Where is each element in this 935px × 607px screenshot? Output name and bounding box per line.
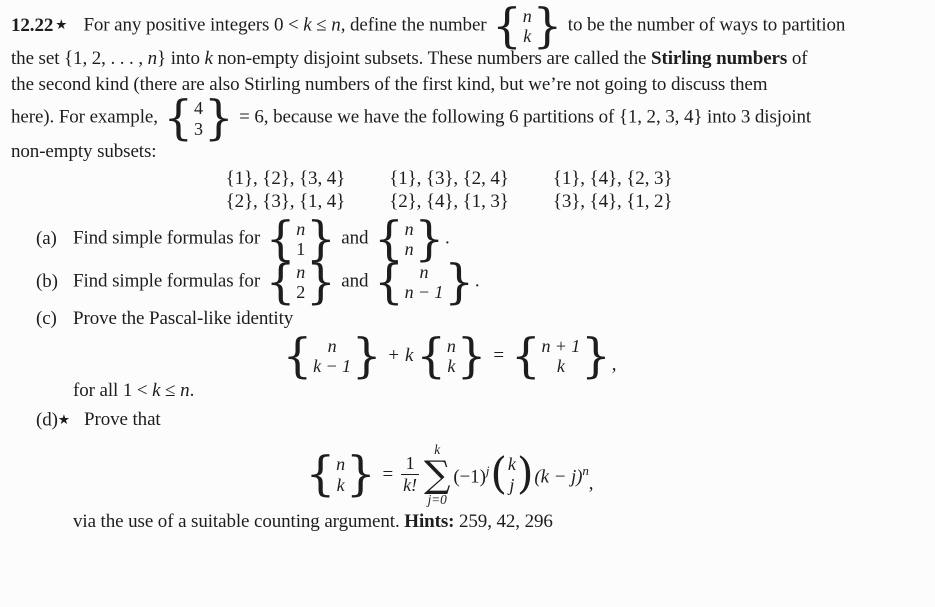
- problem-line-1: [11, 0, 927, 54]
- text-run: non-empty subsets:: [11, 140, 157, 162]
- text-run: Find simple formulas for: [73, 227, 265, 249]
- right-curly-brace: }: [203, 91, 234, 146]
- item-c-label: (c): [36, 307, 57, 329]
- right-curly-brace: }: [306, 255, 336, 310]
- stirling-number-symbol: [265, 211, 336, 266]
- partitions-column-3: [553, 167, 673, 213]
- stirling-bottom: k: [523, 26, 532, 47]
- stirling-bottom: 1: [296, 239, 306, 260]
- text-run: the set {1, 2, . . . ,: [11, 48, 148, 70]
- stirling-stack: [446, 336, 457, 376]
- stirling-stack: [404, 262, 445, 302]
- stirling-number-symbol: [416, 328, 487, 383]
- partitions-list: [11, 167, 887, 213]
- item-b-label: (b): [36, 271, 58, 293]
- text-run: Prove that: [84, 409, 161, 431]
- stirling-stack: [522, 6, 533, 46]
- text-run: Find simple formulas for: [73, 270, 265, 292]
- stirling-number-symbol: [163, 91, 234, 146]
- stirling-bottom: k: [447, 355, 456, 376]
- stirling-top: n: [327, 335, 337, 356]
- stirling-bottom: 3: [194, 118, 203, 139]
- math-var: n: [180, 380, 190, 402]
- hints-label: Hints:: [404, 511, 455, 533]
- problem-line-4: [11, 91, 927, 146]
- stirling-bottom: k: [556, 355, 565, 376]
- text-run: and: [336, 227, 374, 249]
- right-parenthesis: ): [516, 449, 534, 500]
- partitions-column-1: [226, 167, 346, 213]
- bold-term: Stirling numbers: [651, 48, 788, 70]
- text-run: Prove the Pascal-like identity: [73, 307, 294, 329]
- item-c-text: [73, 306, 293, 332]
- stirling-top: 4: [194, 98, 203, 119]
- fraction-one-over-k-factorial: [401, 453, 419, 496]
- right-curly-brace: }: [456, 328, 487, 383]
- stirling-bottom: 2: [296, 282, 306, 303]
- difficulty-star-icon: ★: [57, 412, 71, 428]
- stirling-stack: [295, 262, 306, 302]
- text-run: .: [189, 380, 195, 402]
- right-curly-brace: }: [346, 447, 376, 502]
- text-run: via the use of a suitable counting argument.: [73, 511, 405, 533]
- left-curly-brace: {: [492, 0, 522, 54]
- item-d-label-text: (d): [36, 409, 58, 431]
- text-run: } into: [157, 48, 205, 70]
- stirling-stack: [404, 219, 415, 259]
- stirling-number-symbol: [374, 255, 474, 310]
- difficulty-star-icon: ★: [55, 16, 68, 32]
- sigma-icon: ∑: [423, 452, 451, 496]
- binomial-stack: [507, 454, 517, 494]
- right-curly-brace: }: [444, 255, 474, 310]
- item-a-label: (a): [36, 228, 57, 250]
- right-curly-brace: }: [581, 328, 611, 383]
- stirling-stack: [295, 219, 306, 259]
- stirling-top: n: [404, 218, 414, 239]
- left-parenthesis: (: [490, 449, 507, 500]
- text-run: For any positive integers 0 <: [83, 14, 304, 36]
- stirling-top: n: [296, 262, 306, 283]
- equals-sign: =: [382, 463, 394, 485]
- right-curly-brace: }: [532, 0, 563, 54]
- stirling-number-symbol: [282, 328, 382, 383]
- stirling-bottom: k − 1: [313, 355, 351, 376]
- equation-stirling-formula: [11, 442, 887, 508]
- binomial-top: k: [507, 454, 516, 475]
- partitions-column-2: [389, 167, 509, 213]
- left-curly-brace: {: [305, 447, 336, 502]
- stirling-number-symbol: [374, 211, 445, 266]
- stirling-stack: [312, 336, 352, 376]
- math-var: n: [147, 48, 158, 70]
- text-run: = 6, because we have the following 6 partitions of {1, 2, 3, 4} into 3 disjoint: [234, 106, 812, 128]
- stirling-stack: [193, 98, 204, 138]
- problem-line-5: [11, 139, 927, 165]
- fraction-numerator: 1: [405, 453, 415, 474]
- text-run: for all 1 <: [73, 380, 153, 402]
- item-b: [36, 255, 927, 310]
- item-d-text: [84, 407, 161, 433]
- text-run: (−1): [453, 466, 486, 488]
- problem-line-3: [11, 72, 927, 98]
- text-run: the second kind (there are also Stirling numbers of the first kind, but we’re not going to discuss them: [11, 74, 768, 96]
- stirling-stack: [335, 454, 346, 494]
- math-var: k: [204, 48, 213, 70]
- stirling-number-symbol: [305, 447, 376, 502]
- left-curly-brace: {: [374, 211, 404, 266]
- left-curly-brace: {: [163, 91, 194, 146]
- stirling-top: n: [296, 218, 306, 239]
- superscript-j: j: [485, 463, 490, 479]
- text-run: ≤: [160, 380, 181, 402]
- equation-comma: ,: [611, 353, 617, 375]
- term-k-minus-j-power-n: [534, 458, 588, 490]
- right-curly-brace: }: [306, 211, 336, 266]
- partition-cell: {2}, {4}, {1, 3}: [389, 190, 509, 212]
- partition-cell: {2}, {3}, {1, 4}: [225, 190, 346, 212]
- coefficient-k: k: [405, 344, 414, 366]
- term-minus-one-power-j: [453, 458, 489, 490]
- plus-operator: +: [388, 344, 400, 366]
- right-curly-brace: }: [414, 211, 445, 266]
- item-a-text: [73, 211, 450, 266]
- summation-lower-limit: j=0: [427, 492, 447, 508]
- summation-upper-limit: k: [434, 441, 441, 457]
- text-run: and: [336, 270, 374, 292]
- problem-number: 12.22: [11, 14, 54, 36]
- stirling-bottom: k: [336, 474, 345, 495]
- equation-comma: ,: [588, 472, 594, 494]
- closing-line: [11, 509, 927, 535]
- text-run: non-empty disjoint subsets. These numbers are called the: [212, 48, 652, 70]
- left-curly-brace: {: [416, 328, 446, 383]
- equals-sign: =: [493, 344, 504, 366]
- superscript-n: n: [582, 463, 589, 479]
- left-curly-brace: {: [265, 255, 296, 310]
- text-run: ≤: [311, 14, 332, 36]
- text-run: of: [787, 48, 808, 70]
- stirling-top: n: [336, 454, 346, 475]
- stirling-number-symbol: [510, 328, 611, 383]
- partition-cell: {1}, {3}, {2, 4}: [389, 167, 509, 189]
- item-d: [36, 407, 927, 434]
- hints-numbers: 259, 42, 296: [454, 511, 553, 533]
- stirling-number-symbol: [492, 0, 563, 54]
- left-curly-brace: {: [282, 328, 313, 383]
- stirling-top: n: [446, 335, 456, 356]
- math-var: n: [331, 14, 341, 36]
- fraction-denominator: k!: [403, 475, 417, 496]
- text-run: .: [445, 227, 450, 249]
- stirling-top: n: [522, 6, 532, 26]
- math-var: k: [152, 380, 161, 402]
- item-c: [36, 306, 927, 332]
- left-curly-brace: {: [510, 328, 541, 383]
- text-run: to be the number of ways to partition: [563, 14, 846, 36]
- stirling-number-symbol: [265, 255, 336, 310]
- text-run: , define the number: [340, 14, 492, 36]
- left-curly-brace: {: [374, 255, 404, 310]
- binomial-bottom: j: [509, 474, 515, 495]
- text-run: .: [474, 270, 480, 292]
- right-curly-brace: }: [351, 328, 382, 383]
- binomial-coefficient-symbol: [490, 449, 534, 500]
- item-a: [36, 211, 927, 266]
- stirling-top: n + 1: [541, 335, 581, 356]
- left-curly-brace: {: [265, 211, 296, 266]
- partition-cell: {1}, {2}, {3, 4}: [225, 167, 346, 189]
- item-b-text: [73, 255, 480, 310]
- text-run: here). For example,: [11, 106, 163, 128]
- stirling-bottom: n: [404, 239, 414, 260]
- summation-symbol: [424, 442, 450, 508]
- math-var: k: [303, 14, 312, 36]
- stirling-bottom: n − 1: [404, 282, 444, 303]
- item-d-label: [36, 407, 84, 434]
- stirling-stack: [540, 336, 581, 376]
- text-run: (k − j): [534, 466, 583, 488]
- problem-line-2: [11, 46, 927, 72]
- equation-pascal-identity: [11, 328, 887, 383]
- partition-cell: {1}, {4}, {2, 3}: [552, 167, 673, 189]
- partition-cell: {3}, {4}, {1, 2}: [552, 190, 673, 212]
- stirling-top: n: [419, 262, 429, 283]
